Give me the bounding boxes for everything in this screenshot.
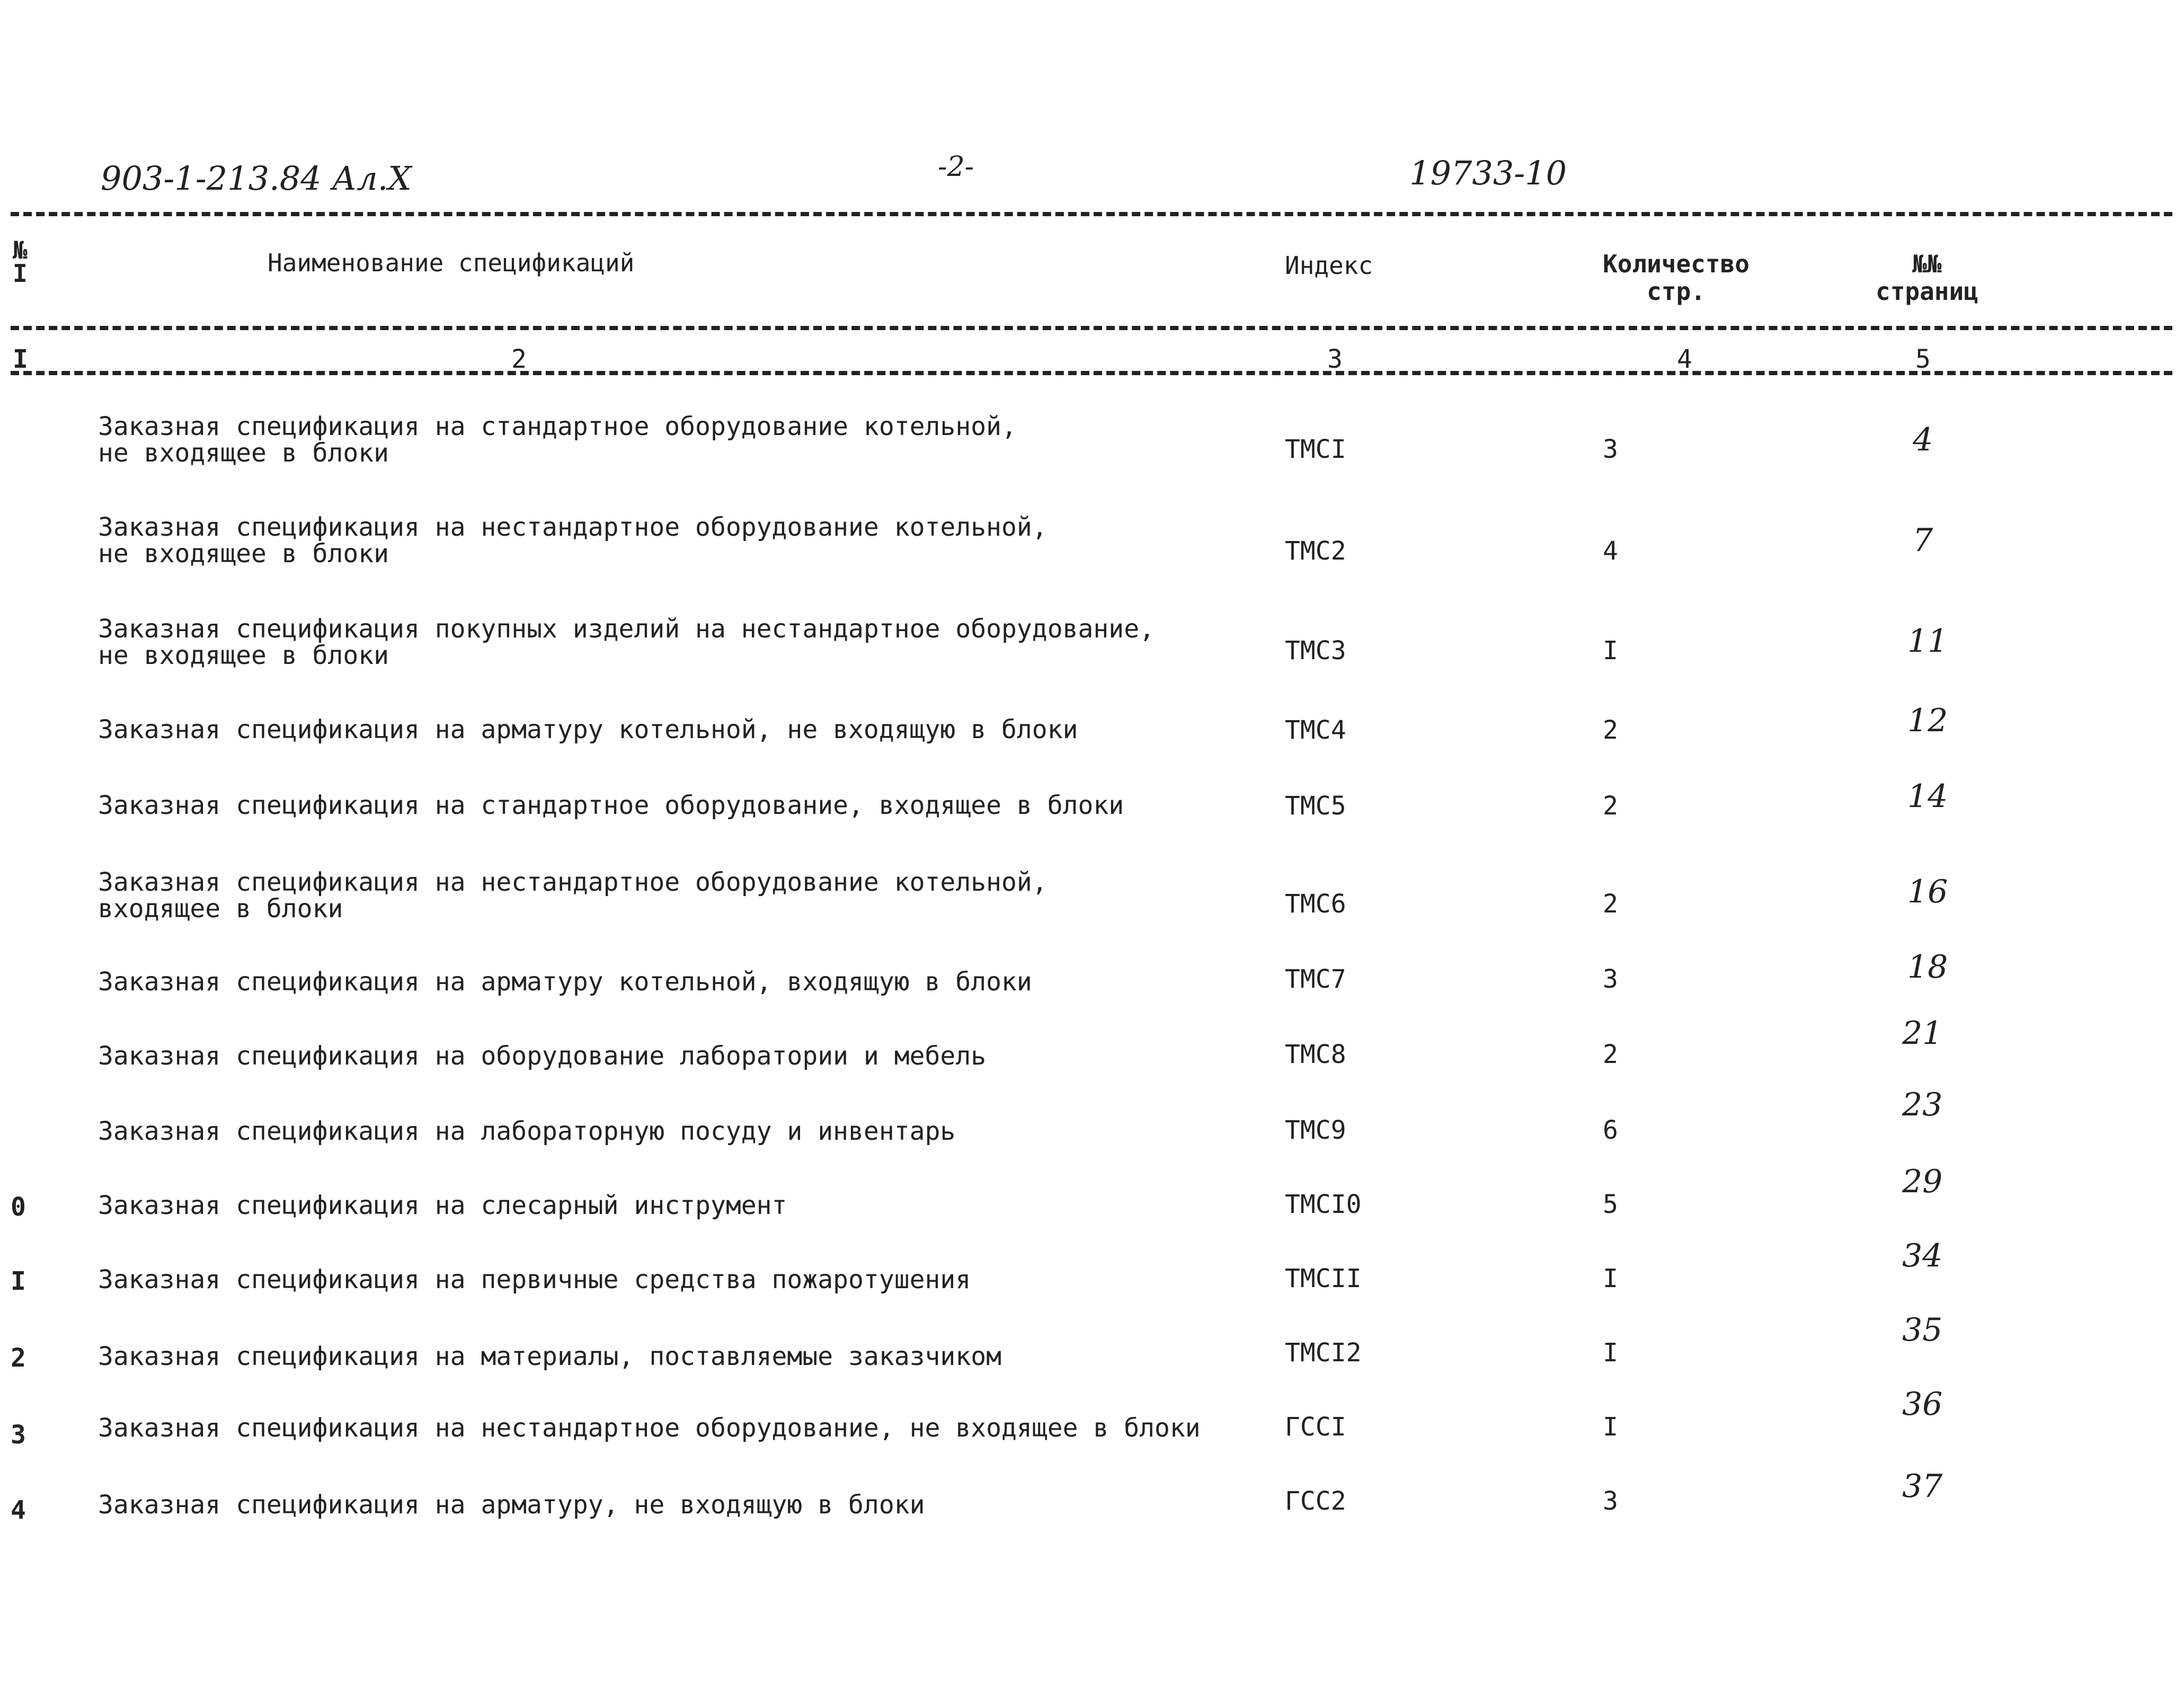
- col-number-4: 4: [1677, 344, 1692, 374]
- col-number-3: 3: [1327, 344, 1343, 374]
- row-10-num: 0: [11, 1192, 26, 1222]
- row-14-title: Заказная спецификация на арматуру, не входящую в блоки: [98, 1490, 925, 1520]
- row-6-page: 16: [1907, 873, 1948, 910]
- col-header-pages-a: №№: [1912, 250, 1942, 278]
- row-7-count: 3: [1603, 964, 1618, 994]
- row-12-count: I: [1603, 1338, 1618, 1368]
- row-5-title: Заказная спецификация на стандартное оборудование, входящее в блоки: [98, 791, 1124, 820]
- row-8-index: TMC8: [1285, 1040, 1346, 1069]
- row-10-page: 29: [1902, 1163, 1943, 1200]
- row-9-title: Заказная спецификация на лабораторную посуду и инвентарь: [98, 1116, 956, 1146]
- row-5-count: 2: [1603, 791, 1618, 821]
- row-6-count: 2: [1603, 889, 1618, 919]
- row-14-count: 3: [1603, 1486, 1618, 1516]
- row-9-count: 6: [1603, 1115, 1618, 1145]
- col-header-count: [1603, 250, 1750, 305]
- col-header-count-b: стр.: [1647, 277, 1706, 306]
- row-12-num: 2: [11, 1343, 26, 1373]
- row-8-page: 21: [1902, 1015, 1943, 1052]
- row-7-page: 18: [1907, 949, 1948, 986]
- col-number-5: 5: [1915, 344, 1931, 374]
- row-10-title: Заказная спецификация на слесарный инструмент: [98, 1191, 787, 1220]
- row-8-title: Заказная спецификация на оборудование лаборатории и мебель: [98, 1041, 987, 1071]
- col-header-name: Наименование спецификаций: [268, 249, 635, 277]
- row-11-page: 34: [1902, 1237, 1943, 1274]
- row-5-index: TMC5: [1285, 791, 1346, 821]
- row-11-count: I: [1603, 1264, 1618, 1293]
- row-11-num: I: [11, 1266, 26, 1296]
- column-header-divider: [11, 326, 2172, 330]
- document-number: 19733-10: [1409, 154, 1567, 192]
- row-1-index: TMCI: [1285, 435, 1346, 464]
- row-3-page: 11: [1907, 623, 1948, 660]
- row-11-title: Заказная спецификация на первичные средства пожаротушения: [98, 1265, 971, 1295]
- row-4-title: Заказная спецификация на арматуру котельной, не входящую в блоки: [98, 715, 1078, 744]
- row-14-page: 37: [1902, 1468, 1943, 1505]
- row-12-index: TMCI2: [1285, 1338, 1362, 1368]
- row-7-index: TMC7: [1285, 964, 1346, 994]
- col-header-pages: [1876, 250, 1978, 305]
- row-1-page: 4: [1913, 421, 1933, 458]
- row-13-page: 36: [1902, 1386, 1943, 1423]
- col-header-index: Индекс: [1285, 251, 1373, 280]
- document-code: 903-1-213.84 Ал.X: [101, 159, 412, 198]
- row-8-count: 2: [1603, 1040, 1618, 1069]
- row-13-title: Заказная спецификация на нестандартное оборудование, не входящее в блоки: [98, 1413, 1201, 1443]
- row-7-title: Заказная спецификация на арматуру котельной, входящую в блоки: [98, 967, 1032, 997]
- col-header-num-a: №: [13, 236, 28, 264]
- row-4-count: 2: [1603, 715, 1618, 745]
- row-6-index: TMC6: [1285, 889, 1346, 919]
- row-9-index: TMC9: [1285, 1115, 1346, 1145]
- row-6-title: Заказная спецификация на нестандартное оборудование котельной, входящее в блоки: [98, 867, 1047, 924]
- row-1-count: 3: [1603, 435, 1618, 464]
- row-3-count: I: [1603, 636, 1618, 666]
- row-2-index: TMC2: [1285, 536, 1346, 566]
- col-number-2: 2: [511, 344, 527, 374]
- row-13-index: ГССI: [1285, 1412, 1346, 1442]
- row-13-count: I: [1603, 1412, 1618, 1442]
- row-2-page: 7: [1913, 522, 1933, 559]
- row-11-index: TMCII: [1285, 1264, 1362, 1293]
- col-header-pages-b: страниц: [1876, 277, 1978, 306]
- row-14-num: 4: [11, 1495, 26, 1525]
- page-mark: -2-: [938, 151, 974, 183]
- col-number-1: I: [13, 344, 28, 374]
- row-5-page: 14: [1907, 778, 1948, 815]
- column-number-divider: [11, 371, 2172, 375]
- row-3-index: TMC3: [1285, 636, 1346, 666]
- row-14-index: ГСС2: [1285, 1486, 1346, 1516]
- row-1-title: Заказная спецификация на стандартное оборудование котельной, не входящее в блоки: [98, 412, 1017, 468]
- row-13-num: 3: [11, 1420, 26, 1450]
- header-divider: [11, 212, 2172, 216]
- row-12-title: Заказная спецификация на материалы, поставляемые заказчиком: [98, 1342, 1002, 1371]
- row-2-count: 4: [1603, 536, 1618, 566]
- row-12-page: 35: [1902, 1311, 1943, 1349]
- row-9-page: 23: [1902, 1086, 1943, 1123]
- row-3-title: Заказная спецификация покупных изделий на нестандартное оборудование, не входящее в блоки: [98, 614, 1155, 670]
- row-10-count: 5: [1603, 1190, 1618, 1219]
- col-header-num: [13, 236, 28, 288]
- col-header-count-a: Количество: [1603, 250, 1750, 278]
- row-10-index: TMCI0: [1285, 1190, 1362, 1219]
- row-2-title: Заказная спецификация на нестандартное оборудование котельной, не входящее в блоки: [98, 512, 1047, 569]
- row-4-index: TMC4: [1285, 715, 1346, 745]
- col-header-num-b: I: [13, 259, 28, 288]
- row-4-page: 12: [1907, 702, 1948, 739]
